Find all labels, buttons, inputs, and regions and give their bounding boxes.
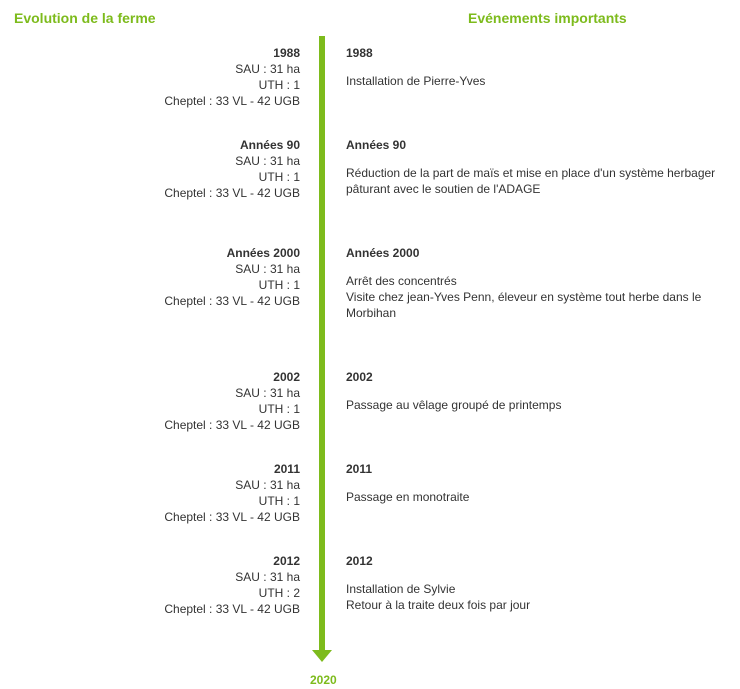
event-block xyxy=(346,553,726,613)
timeline-axis xyxy=(319,36,325,650)
farm-state-block xyxy=(164,553,300,617)
timeline-arrow-icon xyxy=(312,650,332,662)
farm-state-year: 2002 xyxy=(273,370,300,384)
farm-state-block xyxy=(164,137,300,201)
event-year: Années 90 xyxy=(346,138,407,152)
event-description: Retour à la traite deux fois par jour xyxy=(346,598,531,612)
farm-state-cheptel: Cheptel : 33 VL - 42 UGB xyxy=(164,602,300,616)
farm-state-cheptel: Cheptel : 33 VL - 42 UGB xyxy=(164,418,300,432)
farm-state-year: Années 90 xyxy=(239,138,300,152)
farm-state-year: 1988 xyxy=(273,46,300,60)
farm-state-cheptel: Cheptel : 33 VL - 42 UGB xyxy=(164,186,300,200)
event-description: Réduction de la part de maïs et mise en place d'un système herbager pâturant avec le soutien de l'ADAGE xyxy=(346,166,716,196)
event-description: Arrêt des concentrés xyxy=(346,274,457,288)
event-description: Visite chez jean-Yves Penn, éleveur en système tout herbe dans le Morbihan xyxy=(346,290,702,320)
event-year: 2002 xyxy=(346,370,373,384)
farm-state-cheptel: Cheptel : 33 VL - 42 UGB xyxy=(164,510,300,524)
farm-state-year: 2012 xyxy=(273,554,300,568)
farm-state-block xyxy=(164,45,300,109)
farm-state-sau: SAU : 31 ha xyxy=(235,478,300,492)
farm-state-block xyxy=(164,461,300,525)
event-year: Années 2000 xyxy=(346,246,420,260)
event-block xyxy=(346,137,726,197)
farm-state-cheptel: Cheptel : 33 VL - 42 UGB xyxy=(164,94,300,108)
key-events-header: Evénements importants xyxy=(468,10,627,26)
farm-state-sau: SAU : 31 ha xyxy=(235,262,300,276)
event-block xyxy=(346,45,726,89)
farm-state-block xyxy=(164,369,300,433)
event-description: Installation de Pierre-Yves xyxy=(346,74,486,88)
event-year: 2012 xyxy=(346,554,373,568)
event-description: Passage au vêlage groupé de printemps xyxy=(346,398,562,412)
farm-state-sau: SAU : 31 ha xyxy=(235,386,300,400)
farm-state-uth: UTH : 1 xyxy=(258,170,300,184)
event-year: 2011 xyxy=(346,462,373,476)
event-description: Passage en monotraite xyxy=(346,490,470,504)
farm-state-cheptel: Cheptel : 33 VL - 42 UGB xyxy=(164,294,300,308)
farm-state-uth: UTH : 1 xyxy=(258,278,300,292)
farm-state-year: 2011 xyxy=(273,462,300,476)
event-block xyxy=(346,245,726,321)
farm-state-uth: UTH : 1 xyxy=(258,402,300,416)
farm-evolution-header: Evolution de la ferme xyxy=(14,10,156,26)
farm-state-year: Années 2000 xyxy=(226,246,300,260)
farm-state-sau: SAU : 31 ha xyxy=(235,154,300,168)
event-description: Installation de Sylvie xyxy=(346,582,456,596)
farm-state-uth: UTH : 1 xyxy=(258,78,300,92)
event-block xyxy=(346,461,726,505)
farm-state-block xyxy=(164,245,300,309)
event-year: 1988 xyxy=(346,46,373,60)
farm-state-uth: UTH : 2 xyxy=(258,586,300,600)
farm-state-sau: SAU : 31 ha xyxy=(235,62,300,76)
timeline-end-label: 2020 xyxy=(310,673,337,687)
farm-state-uth: UTH : 1 xyxy=(258,494,300,508)
event-block xyxy=(346,369,726,413)
farm-state-sau: SAU : 31 ha xyxy=(235,570,300,584)
